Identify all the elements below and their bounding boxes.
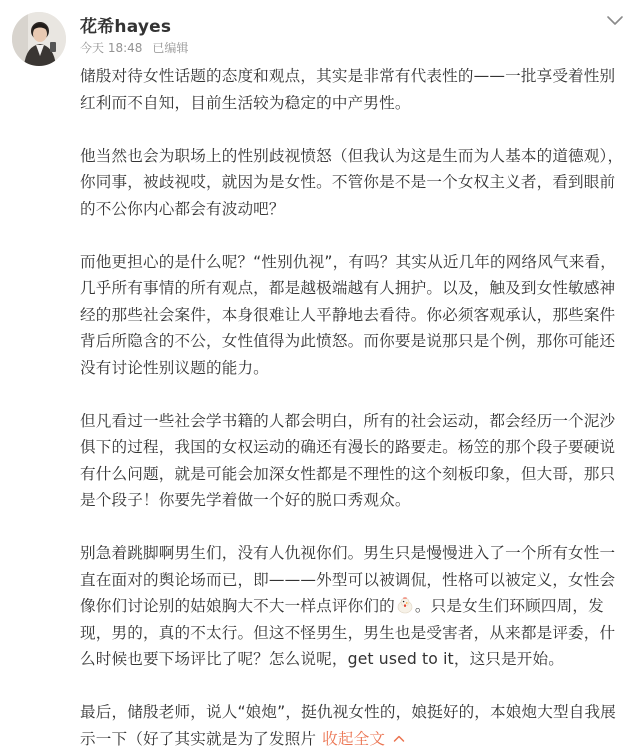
post-paragraph: 他当然也会为职场上的性别歧视愤怒（但我认为这是生而为人基本的道德观），你同事，被歧视哎，就因为是女性。不管你是不是一个女权主义者，看到眼前的不公你内心都会有波动吧？ [80, 146, 624, 218]
more-options-button[interactable] [604, 12, 626, 28]
paragraph-text: 最后，储殷老师，说人“娘炮”，挺仇视女性的，娘挺好的，本娘炮大型自我展示一下（好了其实就是为了发照片 [80, 703, 617, 748]
chevron-down-icon [604, 12, 626, 28]
post-meta [80, 39, 198, 56]
avatar[interactable] [12, 12, 66, 66]
chevron-up-icon [393, 726, 405, 753]
post-header [0, 0, 640, 60]
post-paragraph [80, 540, 628, 673]
post-paragraph [80, 699, 628, 753]
post-time: 今天 18:48 [80, 41, 143, 55]
chick-emoji-icon [396, 596, 414, 614]
post-paragraph: 而他更担心的是什么呢？“性别仇视”，有吗？其实从近几年的网络风气来看，几乎所有事情的所有观点，都是越极端越有人拥护。以及，触及到女性敏感神经的那些社会案件，本身很难让人平静地去看待。你必须客观承认，那些案件背后所隐含的不公，女性值得为此愤怒。而你要是说那只是个例，那你可能还没有讨论性别议题的能力。 [80, 252, 617, 377]
post-body [80, 63, 628, 753]
paragraph-text: 。只是女生们环顾四周，发现，男的，真的不太行。但这不怪男生，男生也是受害者，从来都是评委，什么时候也要下场评比了呢？怎么说呢，get used to it，这只是开始。 [80, 597, 616, 668]
collapse-full-text-link[interactable] [322, 730, 405, 748]
collapse-label: 收起全文 [322, 729, 386, 748]
edited-label: 已编辑 [152, 41, 189, 55]
post-paragraph: 但凡看过一些社会学书籍的人都会明白，所有的社会运动，都会经历一个泥沙俱下的过程，我国的女权运动的确还有漫长的路要走。杨笠的那个段子要硬说有什么问题，就是可能会加深女性都是不理性的这个刻板印象，但大哥，那只是个段子！你要先学着做一个好的脱口秀观众。 [80, 411, 616, 509]
paragraph-text: 别急着跳脚啊男生们，没有人仇视你们。男生只是慢慢进入了一个所有女性一直在面对的舆论场而已，即———外型可以被调侃，性格可以被定义，女性会像你们讨论别的姑娘胸大不大一样点评你们的 [80, 544, 616, 615]
author-name[interactable]: 花希hayes [80, 17, 172, 37]
post-paragraph: 储殷对待女性话题的态度和观点，其实是非常有代表性的——一批享受着性别红利而不自知，目前生活较为稳定的中产男性。 [80, 67, 616, 112]
